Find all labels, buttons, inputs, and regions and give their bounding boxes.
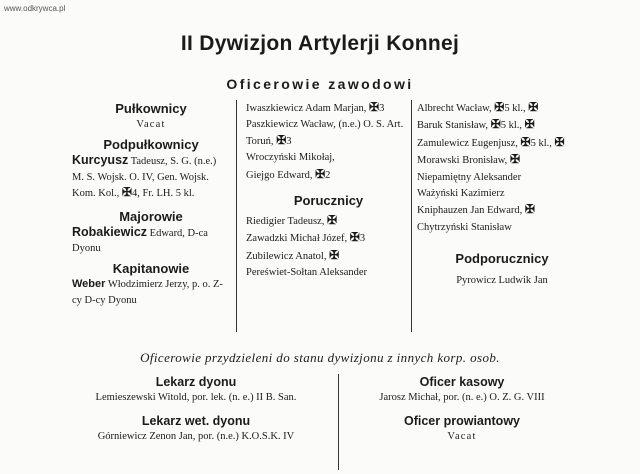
entry-baruk xyxy=(417,117,587,133)
entry-name: Kurcyusz xyxy=(72,153,129,168)
entry-zubilewicz xyxy=(246,248,411,264)
entry-text: Baruk Stanisław, xyxy=(417,120,491,132)
cross-icon: ✠ xyxy=(329,247,340,262)
cross-icon: ✠ xyxy=(494,100,505,114)
entry-kurcyusz xyxy=(72,153,230,201)
entry-giejgo xyxy=(246,167,411,183)
entry-details: Michał, por. (n. e.) O. Z. G. VIII xyxy=(405,392,545,403)
entry-zawadzki xyxy=(246,230,411,246)
cross-icon: ✠ xyxy=(524,202,535,217)
entry-pyrowicz xyxy=(417,273,587,288)
entry-name: Jarosz xyxy=(379,392,406,403)
entry-text: Zubilewicz Anatol, xyxy=(246,250,330,262)
column-left xyxy=(72,100,230,309)
assigned-officers-title: Oficerowie przydzieleni do stanu dywizjonu z innych korp. osob. xyxy=(140,350,500,365)
entry-pereswiet xyxy=(246,265,411,280)
entry-text: 3 xyxy=(379,103,385,114)
heading-pulkownicy: Pułkownicy xyxy=(115,101,187,116)
entry-name: Weber xyxy=(72,278,106,291)
cross-icon: ✠ xyxy=(528,100,539,114)
entry-zamulewicz xyxy=(417,135,587,151)
column-divider xyxy=(236,100,237,332)
entry-text: Riedigier Tadeusz, xyxy=(246,216,328,228)
entry-details: Edward, D-ca Dyonu xyxy=(72,227,208,255)
entry-text: 2 xyxy=(325,169,331,181)
entry-name: Lemieszewski xyxy=(95,392,156,403)
entry-text: 5 kl., xyxy=(530,137,555,149)
entry-text: Zawadzki Michał Józef, xyxy=(246,233,350,245)
entry-text: 3 xyxy=(286,135,292,147)
entry-text: Ważyński Kazimierz xyxy=(417,188,505,200)
entry-text: Giejgo Edward, xyxy=(246,169,316,181)
entry-text: Albrecht Wacław, xyxy=(417,103,495,114)
heading-oficer-prowiantowy: Oficer prowiantowy xyxy=(404,414,520,428)
entry-text: Iwaszkiewicz Adam Marjan, xyxy=(246,103,370,114)
entry-details: 4, Fr. LH. 5 kl. xyxy=(131,188,195,200)
entry-riedigier xyxy=(246,213,411,229)
entry-text: Paszkiewicz Wacław, (n.e.) O. S. Art. Toruń, xyxy=(246,119,404,147)
column-divider xyxy=(338,374,339,470)
entry-morawski xyxy=(417,152,587,168)
entry-text: Chytrzyński Stanisław xyxy=(417,221,512,233)
column-right xyxy=(417,100,587,290)
entry-text: Pereświet-Sołtan Aleksander xyxy=(246,267,368,279)
cross-icon: ✠ xyxy=(509,152,520,167)
cross-icon: ✠ xyxy=(327,213,338,228)
column-divider xyxy=(411,100,412,332)
column-middle xyxy=(246,100,411,282)
heading-majorowie: Majorowie xyxy=(119,208,183,224)
cross-icon: ✠ xyxy=(276,132,287,147)
entry-weber xyxy=(72,277,230,308)
cross-icon: ✠ xyxy=(490,117,501,132)
entry-details: Witold, por. lek. (n. e.) II B. San. xyxy=(155,392,297,403)
entry-details: Zenon Jan, por. (n.e.) K.O.S.K. IV xyxy=(146,431,295,442)
cross-icon: ✠ xyxy=(520,134,531,149)
heading-oficer-kasowy: Oficer kasowy xyxy=(419,375,505,389)
cross-icon: ✠ xyxy=(315,166,326,181)
entry-text: 5 kl., xyxy=(504,103,529,114)
heading-lekarz: Lekarz dyonu xyxy=(155,375,237,389)
entry-name: Robakiewicz xyxy=(72,224,148,239)
heading-porucznicy: Porucznicy xyxy=(293,193,364,209)
entry-text: Kniphauzen Jan Edward, xyxy=(417,205,525,217)
entry-wroczynski xyxy=(246,150,411,165)
entry-text: Wroczyński Mikołaj, xyxy=(246,152,335,164)
heading-podpulkownicy: Podpułkownicy xyxy=(103,137,199,153)
entry-lemieszewski xyxy=(64,391,328,405)
heading-podporucznicy: Podporucznicy xyxy=(455,251,549,267)
entry-text: Pyrowicz Ludwik Jan xyxy=(456,275,548,287)
entry-text: 3 xyxy=(359,233,366,245)
entry-gorniewicz xyxy=(64,430,328,444)
entry-text: 5 kl., xyxy=(500,120,525,132)
entry-chytrzynski xyxy=(417,220,587,235)
cross-icon: ✠ xyxy=(524,117,535,132)
heading-kapitanowie: Kapitanowie xyxy=(112,261,190,277)
cross-icon: ✠ xyxy=(349,230,360,245)
entry-jarosz xyxy=(352,391,572,405)
entry-paszkiewicz xyxy=(246,117,411,149)
entry-niepamietny xyxy=(417,170,587,185)
cross-icon: ✠ xyxy=(369,100,380,114)
entry-albrecht xyxy=(417,100,587,116)
entry-name: Górniewicz xyxy=(97,431,147,442)
entry-wazynski xyxy=(417,186,587,201)
cross-icon: ✠ xyxy=(554,134,565,149)
assigned-right-column xyxy=(352,374,572,444)
heading-lekarz-wet: Lekarz wet. dyonu xyxy=(141,414,251,428)
entry-kniphauzen xyxy=(417,202,587,218)
assigned-left-column xyxy=(64,374,328,444)
page-title: II Dywizjon Artylerji Konnej xyxy=(180,32,460,55)
entry-text: Morawski Bronisław, xyxy=(417,155,510,167)
watermark: www.odkrywca.pl xyxy=(4,4,66,13)
entry-robakiewicz xyxy=(72,225,230,257)
entry-iwaszkiewicz xyxy=(246,100,411,116)
vacat-text: Vacat xyxy=(136,119,166,130)
vacat-text: Vacat xyxy=(447,431,477,442)
entry-details: Włodzimierz Jerzy, p. o. Z-cy D-cy Dyonu xyxy=(72,279,223,306)
section-subtitle: Oficerowie zawodowi xyxy=(226,76,414,92)
entry-text: Zamulewicz Eugenjusz, xyxy=(417,137,521,149)
cross-icon: ✠ xyxy=(121,185,132,200)
entry-text: Niepamiętny Aleksander xyxy=(417,171,522,183)
entry-details: Tadeusz, S. G. (n.e.) M. S. Wojsk. O. IV, Gen. Wojsk. Kom. Kol., xyxy=(72,156,217,200)
